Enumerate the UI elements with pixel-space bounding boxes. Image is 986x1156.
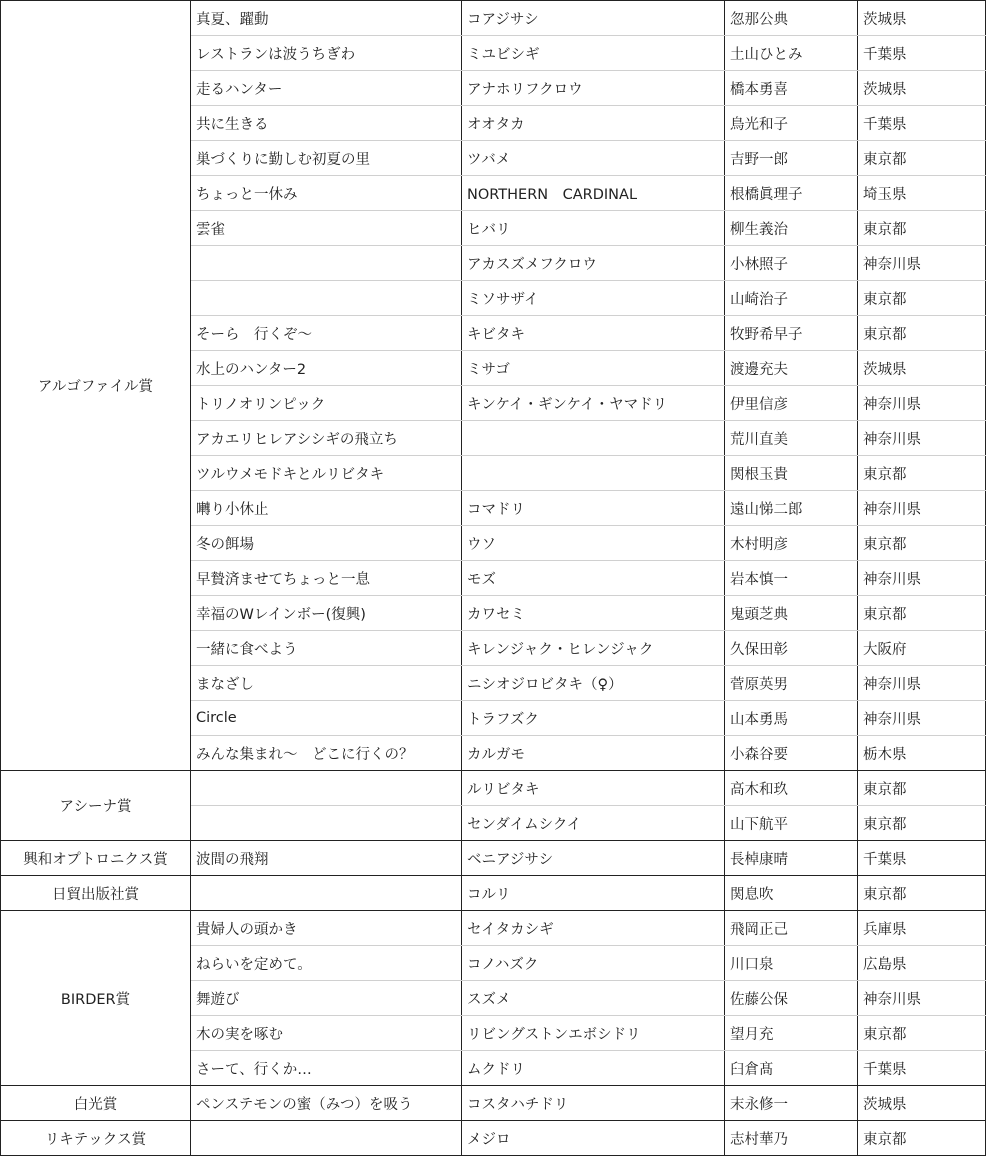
prefecture-cell: 大阪府 xyxy=(858,631,986,666)
photo-title-cell: 舞遊び xyxy=(191,981,462,1016)
prefecture-cell: 千葉県 xyxy=(858,841,986,876)
prefecture-cell: 東京都 xyxy=(858,1121,986,1156)
bird-species-cell: コマドリ xyxy=(462,491,725,526)
bird-species-cell: キビタキ xyxy=(462,316,725,351)
photographer-name-cell: 川口泉 xyxy=(725,946,858,981)
bird-species-cell: ヒバリ xyxy=(462,211,725,246)
table-row xyxy=(1,771,986,806)
photo-title-cell: トリノオリンピック xyxy=(191,386,462,421)
bird-species-cell: ルリビタキ xyxy=(462,771,725,806)
photo-title-cell: みんな集まれ～ どこに行くの？ xyxy=(191,736,462,771)
bird-species-cell: ベニアジサシ xyxy=(462,841,725,876)
photo-title-cell: 貴婦人の頭かき xyxy=(191,911,462,946)
bird-species-cell: カワセミ xyxy=(462,596,725,631)
prefecture-cell: 茨城県 xyxy=(858,1,986,36)
photo-title-cell: 木の実を啄む xyxy=(191,1016,462,1051)
photographer-name-cell: 橋本勇喜 xyxy=(725,71,858,106)
photographer-name-cell: 望月充 xyxy=(725,1016,858,1051)
photo-title-cell: そーら 行くぞ～ xyxy=(191,316,462,351)
prefecture-cell: 東京都 xyxy=(858,1016,986,1051)
photo-title-cell: まなざし xyxy=(191,666,462,701)
photographer-name-cell: 佐藤公保 xyxy=(725,981,858,1016)
prefecture-cell: 神奈川県 xyxy=(858,491,986,526)
photographer-name-cell: 山崎治子 xyxy=(725,281,858,316)
photo-title-cell: 真夏、躍動 xyxy=(191,1,462,36)
award-name-cell: BIRDER賞 xyxy=(1,911,191,1086)
bird-species-cell xyxy=(462,421,725,456)
photographer-name-cell: 牧野希早子 xyxy=(725,316,858,351)
photographer-name-cell: 伊里信彦 xyxy=(725,386,858,421)
bird-species-cell: コスタハチドリ xyxy=(462,1086,725,1121)
prefecture-cell: 東京都 xyxy=(858,456,986,491)
photo-title-cell: Circle xyxy=(191,701,462,736)
award-name-cell: 白光賞 xyxy=(1,1086,191,1121)
prefecture-cell: 茨城県 xyxy=(858,351,986,386)
bird-species-cell: スズメ xyxy=(462,981,725,1016)
bird-species-cell: アカスズメフクロウ xyxy=(462,246,725,281)
photographer-name-cell: 臼倉髙 xyxy=(725,1051,858,1086)
award-name-cell: アルゴファイル賞 xyxy=(1,1,191,771)
prefecture-cell: 神奈川県 xyxy=(858,386,986,421)
bird-species-cell: ニシオジロビタキ（♀） xyxy=(462,666,725,701)
photographer-name-cell: 柳生義治 xyxy=(725,211,858,246)
photographer-name-cell: 飛岡正己 xyxy=(725,911,858,946)
prefecture-cell: 千葉県 xyxy=(858,106,986,141)
photo-title-cell: レストランは波うちぎわ xyxy=(191,36,462,71)
photo-title-cell: 囀り小休止 xyxy=(191,491,462,526)
prefecture-cell: 千葉県 xyxy=(858,1051,986,1086)
table-row xyxy=(1,876,986,911)
bird-species-cell: コルリ xyxy=(462,876,725,911)
bird-species-cell: モズ xyxy=(462,561,725,596)
bird-species-cell: キレンジャク・ヒレンジャク xyxy=(462,631,725,666)
photo-title-cell: 共に生きる xyxy=(191,106,462,141)
photo-title-cell xyxy=(191,281,462,316)
prefecture-cell: 神奈川県 xyxy=(858,561,986,596)
photographer-name-cell: 志村華乃 xyxy=(725,1121,858,1156)
photographer-name-cell: 高木和玖 xyxy=(725,771,858,806)
table-row xyxy=(1,1086,986,1121)
photographer-name-cell: 渡邊充夫 xyxy=(725,351,858,386)
photo-title-cell xyxy=(191,771,462,806)
award-name-cell: リキテックス賞 xyxy=(1,1121,191,1156)
photographer-name-cell: 遠山悌二郎 xyxy=(725,491,858,526)
photographer-name-cell: 長棹康晴 xyxy=(725,841,858,876)
prefecture-cell: 栃木県 xyxy=(858,736,986,771)
photographer-name-cell: 小森谷要 xyxy=(725,736,858,771)
bird-species-cell: ツバメ xyxy=(462,141,725,176)
prefecture-cell: 広島県 xyxy=(858,946,986,981)
photo-title-cell: 水上のハンター2 xyxy=(191,351,462,386)
photographer-name-cell: 岩本慎一 xyxy=(725,561,858,596)
bird-species-cell xyxy=(462,456,725,491)
photo-title-cell: アカエリヒレアシシギの飛立ち xyxy=(191,421,462,456)
bird-species-cell: オオタカ xyxy=(462,106,725,141)
table-row xyxy=(1,1121,986,1156)
photographer-name-cell: 荒川直美 xyxy=(725,421,858,456)
prefecture-cell: 茨城県 xyxy=(858,71,986,106)
photographer-name-cell: 鬼頭芝典 xyxy=(725,596,858,631)
prefecture-cell: 東京都 xyxy=(858,596,986,631)
photo-title-cell: 雲雀 xyxy=(191,211,462,246)
photo-title-cell: 冬の餌場 xyxy=(191,526,462,561)
photographer-name-cell: 木村明彦 xyxy=(725,526,858,561)
table-row xyxy=(1,841,986,876)
photographer-name-cell: 末永修一 xyxy=(725,1086,858,1121)
bird-species-cell: アナホリフクロウ xyxy=(462,71,725,106)
award-name-cell: 興和オプトロニクス賞 xyxy=(1,841,191,876)
prefecture-cell: 神奈川県 xyxy=(858,701,986,736)
photo-title-cell: 走るハンター xyxy=(191,71,462,106)
photographer-name-cell: 菅原英男 xyxy=(725,666,858,701)
photo-title-cell: 早贄済ませてちょっと一息 xyxy=(191,561,462,596)
photo-title-cell: ちょっと一休み xyxy=(191,176,462,211)
photo-title-cell: ねらいを定めて。 xyxy=(191,946,462,981)
prefecture-cell: 東京都 xyxy=(858,876,986,911)
prefecture-cell: 神奈川県 xyxy=(858,421,986,456)
bird-species-cell: NORTHERN CARDINAL xyxy=(462,176,725,211)
prefecture-cell: 神奈川県 xyxy=(858,246,986,281)
photo-title-cell xyxy=(191,876,462,911)
photographer-name-cell: 小林照子 xyxy=(725,246,858,281)
prefecture-cell: 兵庫県 xyxy=(858,911,986,946)
prefecture-cell: 東京都 xyxy=(858,281,986,316)
photo-title-cell: 波間の飛翔 xyxy=(191,841,462,876)
bird-species-cell: トラフズク xyxy=(462,701,725,736)
prefecture-cell: 神奈川県 xyxy=(858,981,986,1016)
bird-species-cell: セイタカシギ xyxy=(462,911,725,946)
photo-title-cell xyxy=(191,1121,462,1156)
prefecture-cell: 茨城県 xyxy=(858,1086,986,1121)
photographer-name-cell: 久保田彰 xyxy=(725,631,858,666)
photo-title-cell xyxy=(191,246,462,281)
photographer-name-cell: 忽那公典 xyxy=(725,1,858,36)
photographer-name-cell: 根橋眞理子 xyxy=(725,176,858,211)
bird-species-cell: キンケイ・ギンケイ・ヤマドリ xyxy=(462,386,725,421)
bird-species-cell: センダイムシクイ xyxy=(462,806,725,841)
photo-title-cell xyxy=(191,806,462,841)
prefecture-cell: 東京都 xyxy=(858,316,986,351)
award-name-cell: 日貿出版社賞 xyxy=(1,876,191,911)
photographer-name-cell: 関根玉貴 xyxy=(725,456,858,491)
photographer-name-cell: 山下航平 xyxy=(725,806,858,841)
photo-title-cell: ペンステモンの蜜（みつ）を吸う xyxy=(191,1086,462,1121)
bird-species-cell: メジロ xyxy=(462,1121,725,1156)
prefecture-cell: 埼玉県 xyxy=(858,176,986,211)
photo-title-cell: さーて、行くか… xyxy=(191,1051,462,1086)
bird-species-cell: リビングストンエボシドリ xyxy=(462,1016,725,1051)
prefecture-cell: 東京都 xyxy=(858,771,986,806)
bird-species-cell: カルガモ xyxy=(462,736,725,771)
photographer-name-cell: 関息吹 xyxy=(725,876,858,911)
photographer-name-cell: 鳥光和子 xyxy=(725,106,858,141)
photo-title-cell: 巣づくりに勤しむ初夏の里 xyxy=(191,141,462,176)
award-name-cell: アシーナ賞 xyxy=(1,771,191,841)
photo-title-cell: 一緒に食べよう xyxy=(191,631,462,666)
prefecture-cell: 東京都 xyxy=(858,806,986,841)
table-row xyxy=(1,1,986,36)
photographer-name-cell: 土山ひとみ xyxy=(725,36,858,71)
bird-species-cell: ミソサザイ xyxy=(462,281,725,316)
prefecture-cell: 神奈川県 xyxy=(858,666,986,701)
table-row xyxy=(1,911,986,946)
bird-species-cell: ミユビシギ xyxy=(462,36,725,71)
bird-species-cell: ムクドリ xyxy=(462,1051,725,1086)
photographer-name-cell: 吉野一郎 xyxy=(725,141,858,176)
prefecture-cell: 東京都 xyxy=(858,211,986,246)
bird-species-cell: ミサゴ xyxy=(462,351,725,386)
photo-title-cell: 幸福のWレインボー(復興) xyxy=(191,596,462,631)
bird-species-cell: ウソ xyxy=(462,526,725,561)
bird-species-cell: コノハズク xyxy=(462,946,725,981)
photographer-name-cell: 山本勇馬 xyxy=(725,701,858,736)
table-body xyxy=(1,1,986,1156)
prefecture-cell: 東京都 xyxy=(858,141,986,176)
photo-title-cell: ツルウメモドキとルリビタキ xyxy=(191,456,462,491)
prefecture-cell: 東京都 xyxy=(858,526,986,561)
prefecture-cell: 千葉県 xyxy=(858,36,986,71)
bird-species-cell: コアジサシ xyxy=(462,1,725,36)
